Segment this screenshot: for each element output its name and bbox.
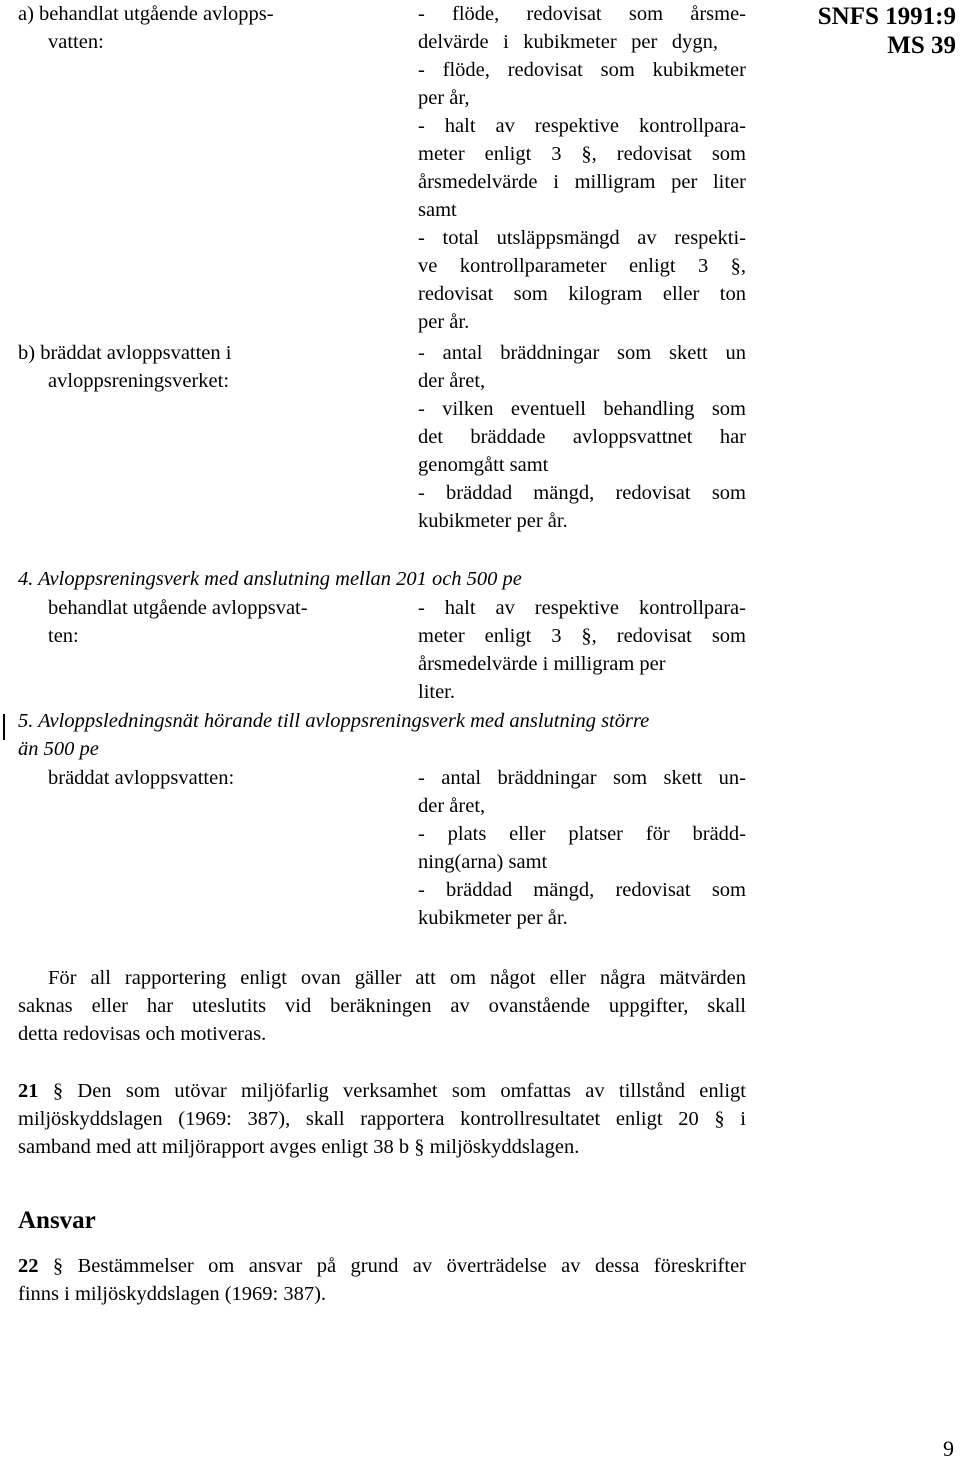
section-5-heading: än 500 pe bbox=[18, 738, 99, 760]
section-4-heading: 4. Avloppsreningsverk med anslutning mellan 201 och 500 pe bbox=[18, 568, 522, 590]
reporting-paragraph-line: För all rapportering enligt ovan gäller att om något eller några mätvärden bbox=[48, 967, 746, 989]
block-a-item: - halt av respektive kontrollpara- bbox=[418, 115, 746, 137]
section-5-heading: 5. Avloppsledningsnät hörande till avloppsreningsverk med anslutning större bbox=[18, 710, 650, 732]
block-a-item: årsmedelvärde i milligram per liter bbox=[418, 171, 746, 193]
block-a-item: - flöde, redovisat som kubikmeter bbox=[418, 59, 746, 81]
block-b-label: avloppsreningsverket: bbox=[48, 370, 230, 392]
section-22-number: 22 bbox=[18, 1255, 39, 1277]
section-5-item: ning(arna) samt bbox=[418, 851, 548, 873]
section-4-label: ten: bbox=[48, 625, 79, 647]
header-series: SNFS 1991:9 bbox=[817, 3, 956, 30]
section-5-label: bräddat avloppsvatten: bbox=[48, 767, 235, 789]
revision-bar bbox=[3, 714, 5, 740]
section-5-item: der året, bbox=[418, 795, 486, 817]
block-a-item: meter enligt 3 §, redovisat som bbox=[418, 143, 746, 165]
block-a-label: a) behandlat utgående avlopps- bbox=[18, 3, 274, 25]
section-4-item: meter enligt 3 §, redovisat som bbox=[418, 625, 746, 647]
block-b-item: - vilken eventuell behandling som bbox=[418, 398, 746, 420]
block-a-item: delvärde i kubikmeter per dygn, bbox=[418, 31, 718, 53]
section-21-number: 21 bbox=[18, 1080, 39, 1102]
section-21-line: samband med att miljörapport avges enligt 38 b § miljöskyddslagen. bbox=[18, 1136, 580, 1158]
block-a-item: per år. bbox=[418, 311, 470, 333]
block-a-item: samt bbox=[418, 199, 457, 221]
block-b-item: - antal bräddningar som skett un bbox=[418, 342, 746, 364]
block-b-item: - bräddad mängd, redovisat som bbox=[418, 482, 746, 504]
reporting-paragraph-line: saknas eller har uteslutits vid beräkningen av ovanstående uppgifter, skall bbox=[18, 995, 746, 1017]
section-5-item: - plats eller platser för brädd- bbox=[418, 823, 746, 845]
section-4-item: årsmedelvärde i milligram per bbox=[418, 653, 666, 675]
section-4-item: liter. bbox=[418, 681, 456, 703]
section-4-item: - halt av respektive kontrollpara- bbox=[418, 597, 746, 619]
section-5-item: - bräddad mängd, redovisat som bbox=[418, 879, 746, 901]
block-b-item: det bräddade avloppsvattnet har bbox=[418, 426, 746, 448]
section-22-text: § Bestämmelser om ansvar på grund av överträdelse av dessa föreskrifter bbox=[38, 1255, 746, 1277]
section-5-item: - antal bräddningar som skett un- bbox=[418, 767, 746, 789]
section-21-line: miljöskyddslagen (1969: 387), skall rapportera kontrollresultatet enligt 20 § i bbox=[18, 1108, 746, 1130]
section-5-item: kubikmeter per år. bbox=[418, 907, 568, 929]
block-b-item: kubikmeter per år. bbox=[418, 510, 568, 532]
block-b-item: der året, bbox=[418, 370, 486, 392]
page-number: 9 bbox=[943, 1436, 954, 1461]
block-a-item: ve kontrollparameter enligt 3 §, bbox=[418, 255, 746, 277]
block-a-item: redovisat som kilogram eller ton bbox=[418, 283, 746, 305]
section-22-line: finns i miljöskyddslagen (1969: 387). bbox=[18, 1283, 327, 1305]
reporting-paragraph-line: detta redovisas och motiveras. bbox=[18, 1023, 267, 1045]
section-22-line bbox=[18, 1252, 746, 1280]
block-b-item: genomgått samt bbox=[418, 454, 549, 476]
block-a-item: - flöde, redovisat som årsme- bbox=[418, 3, 746, 25]
header-number: MS 39 bbox=[887, 32, 956, 59]
block-a-item: per år, bbox=[418, 87, 470, 109]
section-21-text: § Den som utövar miljöfarlig verksamhet som omfattas av tillstånd enligt bbox=[38, 1080, 746, 1102]
ansvar-heading: Ansvar bbox=[18, 1207, 96, 1234]
section-4-label: behandlat utgående avloppsvat- bbox=[48, 597, 308, 619]
block-a-label: vatten: bbox=[48, 31, 104, 53]
section-21-line bbox=[18, 1077, 746, 1105]
document-header bbox=[818, 2, 956, 60]
block-b-label: b) bräddat avloppsvatten i bbox=[18, 342, 232, 364]
block-a-item: - total utsläppsmängd av respekti- bbox=[418, 227, 746, 249]
